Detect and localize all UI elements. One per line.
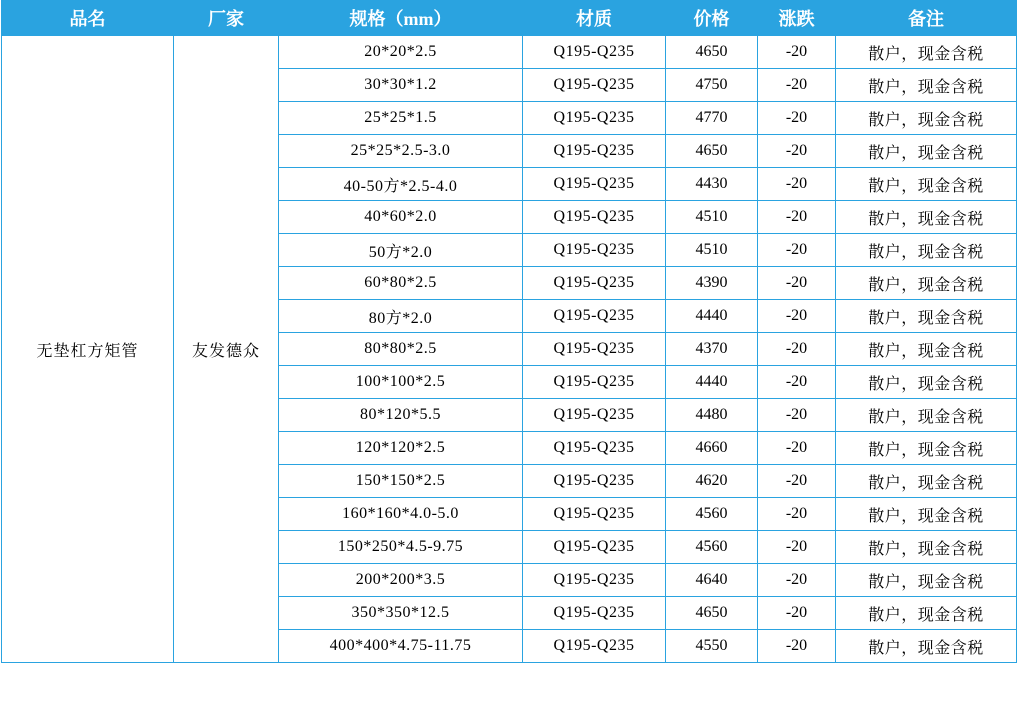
- table-row: [2, 36, 1017, 69]
- header-row: [2, 1, 1017, 36]
- material-cell: Q195-Q235: [523, 597, 666, 630]
- note-cell: 散户，现金含税: [836, 69, 1017, 102]
- manufacturer-cell: 友发德众: [174, 36, 279, 663]
- price-cell: 4440: [666, 366, 758, 399]
- column-header-spec: 规格（mm）: [279, 1, 523, 36]
- material-cell: Q195-Q235: [523, 168, 666, 201]
- spec-cell: 80*120*5.5: [279, 399, 523, 432]
- change-cell: -20: [758, 399, 836, 432]
- column-header-price: 价格: [666, 1, 758, 36]
- material-cell: Q195-Q235: [523, 366, 666, 399]
- material-cell: Q195-Q235: [523, 564, 666, 597]
- spec-cell: 20*20*2.5: [279, 36, 523, 69]
- change-cell: -20: [758, 333, 836, 366]
- material-cell: Q195-Q235: [523, 102, 666, 135]
- price-cell: 4770: [666, 102, 758, 135]
- note-cell: 散户，现金含税: [836, 168, 1017, 201]
- material-cell: Q195-Q235: [523, 333, 666, 366]
- price-cell: 4550: [666, 630, 758, 663]
- spec-cell: 25*25*1.5: [279, 102, 523, 135]
- note-cell: 散户，现金含税: [836, 135, 1017, 168]
- change-cell: -20: [758, 69, 836, 102]
- note-cell: 散户，现金含税: [836, 36, 1017, 69]
- spec-cell: 60*80*2.5: [279, 267, 523, 300]
- column-header-note: 备注: [836, 1, 1017, 36]
- price-cell: 4370: [666, 333, 758, 366]
- change-cell: -20: [758, 36, 836, 69]
- column-header-name: 品名: [2, 1, 174, 36]
- price-cell: 4510: [666, 201, 758, 234]
- change-cell: -20: [758, 300, 836, 333]
- spec-cell: 350*350*12.5: [279, 597, 523, 630]
- note-cell: 散户，现金含税: [836, 597, 1017, 630]
- price-cell: 4640: [666, 564, 758, 597]
- material-cell: Q195-Q235: [523, 234, 666, 267]
- change-cell: -20: [758, 135, 836, 168]
- note-cell: 散户，现金含税: [836, 432, 1017, 465]
- spec-cell: 30*30*1.2: [279, 69, 523, 102]
- spec-cell: 50方*2.0: [279, 234, 523, 267]
- spec-cell: 120*120*2.5: [279, 432, 523, 465]
- spec-cell: 80方*2.0: [279, 300, 523, 333]
- price-cell: 4560: [666, 531, 758, 564]
- spec-cell: 40-50方*2.5-4.0: [279, 168, 523, 201]
- note-cell: 散户，现金含税: [836, 333, 1017, 366]
- material-cell: Q195-Q235: [523, 630, 666, 663]
- column-header-material: 材质: [523, 1, 666, 36]
- price-cell: 4650: [666, 597, 758, 630]
- material-cell: Q195-Q235: [523, 531, 666, 564]
- spec-cell: 200*200*3.5: [279, 564, 523, 597]
- note-cell: 散户，现金含税: [836, 300, 1017, 333]
- note-cell: 散户，现金含税: [836, 498, 1017, 531]
- material-cell: Q195-Q235: [523, 465, 666, 498]
- change-cell: -20: [758, 366, 836, 399]
- note-cell: 散户，现金含税: [836, 630, 1017, 663]
- change-cell: -20: [758, 597, 836, 630]
- note-cell: 散户，现金含税: [836, 531, 1017, 564]
- table-body: [2, 36, 1017, 663]
- note-cell: 散户，现金含税: [836, 267, 1017, 300]
- material-cell: Q195-Q235: [523, 432, 666, 465]
- note-cell: 散户，现金含税: [836, 366, 1017, 399]
- spec-cell: 80*80*2.5: [279, 333, 523, 366]
- column-header-change: 涨跌: [758, 1, 836, 36]
- steel-price-table: [1, 0, 1017, 663]
- spec-cell: 100*100*2.5: [279, 366, 523, 399]
- price-cell: 4650: [666, 36, 758, 69]
- material-cell: Q195-Q235: [523, 498, 666, 531]
- material-cell: Q195-Q235: [523, 267, 666, 300]
- change-cell: -20: [758, 564, 836, 597]
- price-cell: 4660: [666, 432, 758, 465]
- change-cell: -20: [758, 168, 836, 201]
- change-cell: -20: [758, 630, 836, 663]
- price-cell: 4560: [666, 498, 758, 531]
- price-cell: 4390: [666, 267, 758, 300]
- price-cell: 4650: [666, 135, 758, 168]
- change-cell: -20: [758, 432, 836, 465]
- change-cell: -20: [758, 465, 836, 498]
- table-header: [2, 1, 1017, 36]
- material-cell: Q195-Q235: [523, 300, 666, 333]
- change-cell: -20: [758, 201, 836, 234]
- spec-cell: 150*150*2.5: [279, 465, 523, 498]
- spec-cell: 160*160*4.0-5.0: [279, 498, 523, 531]
- note-cell: 散户，现金含税: [836, 465, 1017, 498]
- column-header-maker: 厂家: [174, 1, 279, 36]
- note-cell: 散户，现金含税: [836, 564, 1017, 597]
- change-cell: -20: [758, 102, 836, 135]
- price-cell: 4750: [666, 69, 758, 102]
- note-cell: 散户，现金含税: [836, 102, 1017, 135]
- price-cell: 4480: [666, 399, 758, 432]
- material-cell: Q195-Q235: [523, 69, 666, 102]
- price-cell: 4440: [666, 300, 758, 333]
- price-cell: 4510: [666, 234, 758, 267]
- material-cell: Q195-Q235: [523, 36, 666, 69]
- note-cell: 散户，现金含税: [836, 234, 1017, 267]
- price-cell: 4430: [666, 168, 758, 201]
- price-cell: 4620: [666, 465, 758, 498]
- change-cell: -20: [758, 234, 836, 267]
- spec-cell: 150*250*4.5-9.75: [279, 531, 523, 564]
- change-cell: -20: [758, 531, 836, 564]
- material-cell: Q195-Q235: [523, 135, 666, 168]
- product-name-cell: 无垫杠方矩管: [2, 36, 174, 663]
- change-cell: -20: [758, 498, 836, 531]
- note-cell: 散户，现金含税: [836, 201, 1017, 234]
- spec-cell: 25*25*2.5-3.0: [279, 135, 523, 168]
- spec-cell: 40*60*2.0: [279, 201, 523, 234]
- spec-cell: 400*400*4.75-11.75: [279, 630, 523, 663]
- change-cell: -20: [758, 267, 836, 300]
- note-cell: 散户，现金含税: [836, 399, 1017, 432]
- material-cell: Q195-Q235: [523, 201, 666, 234]
- material-cell: Q195-Q235: [523, 399, 666, 432]
